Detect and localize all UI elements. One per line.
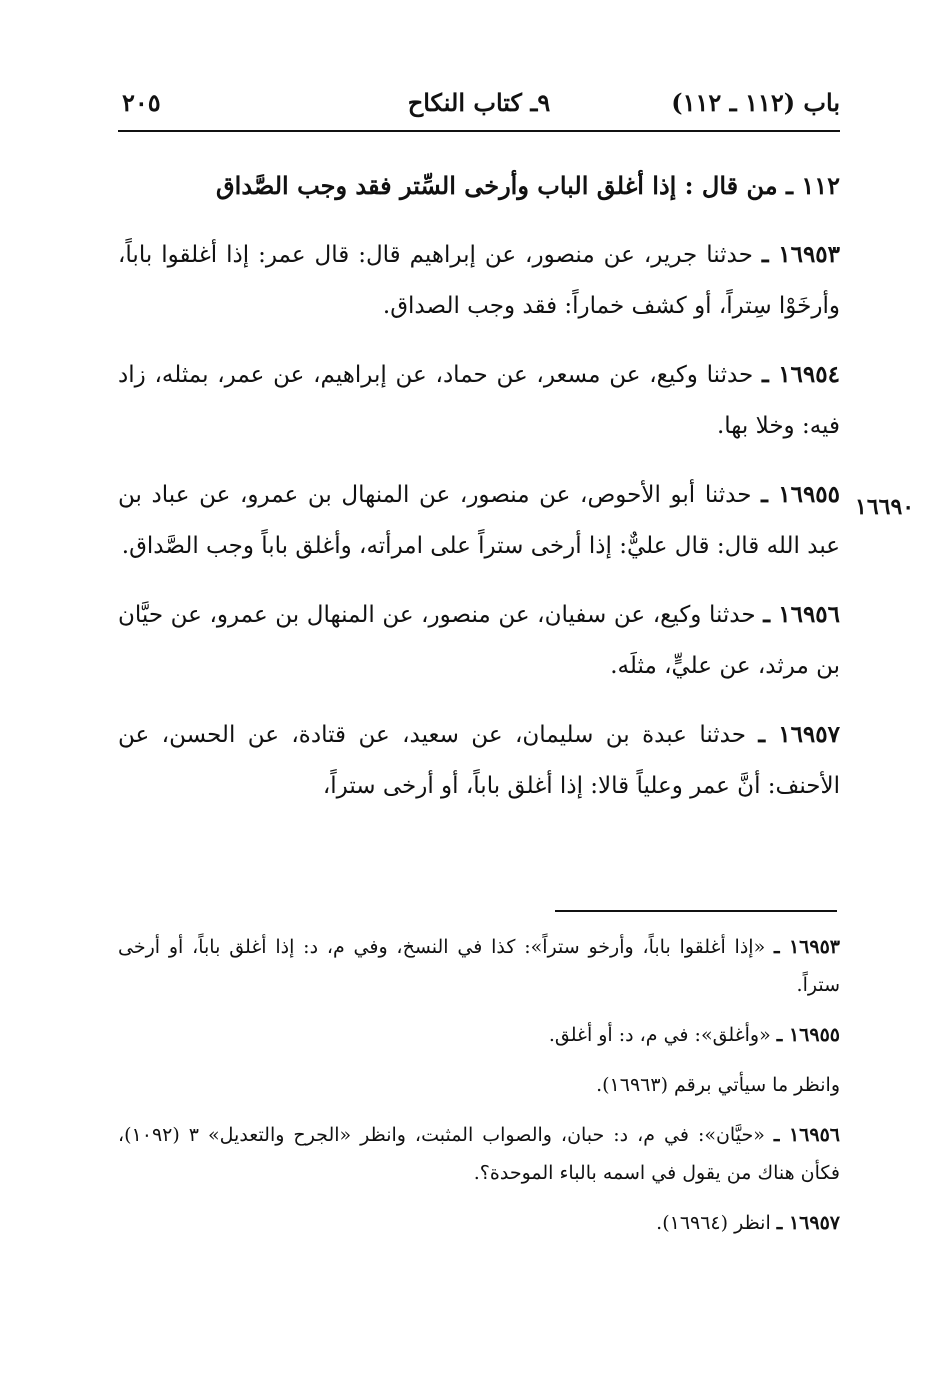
footnote-text: «حيَّان»: في م، د: حبان، والصواب المثبت، وانظر «الجرح والتعديل» ٣ (١٠٩٢)، فكأن هناك من يقول في اسمه بالباء الموحدة؟.	[118, 1124, 840, 1184]
hadith-number: ١٦٩٥٣ ـ	[761, 241, 841, 268]
footnote-number: ١٦٩٥٧ ـ	[776, 1212, 840, 1234]
footnote-text: وانظر ما سيأتي برقم (١٦٩٦٣).	[596, 1074, 840, 1096]
hadith-number: ١٦٩٥٥ ـ	[761, 481, 841, 508]
footnote-text: «إذا أغلقوا باباً، وأرخو ستراً»: كذا في النسخ، وفي م، د: إذا أغلق باباً، أو أرخى ستراً.	[118, 936, 840, 996]
footnote	[118, 1116, 840, 1192]
hadith-text: حدثنا عبدة بن سليمان، عن سعيد، عن قتادة، عن الحسن، عن الأحنف: أنَّ عمر وعلياً قالا: إذا أغلق باباً، أو أرخى ستراً،	[118, 722, 840, 799]
footnote	[118, 928, 840, 1004]
footnote-number: ١٦٩٥٥ ـ	[776, 1024, 840, 1046]
footnote-text: «وأغلق»: في م، د: أو أغلق.	[548, 1024, 771, 1046]
hadith-entry	[118, 709, 840, 812]
footnote-divider	[555, 910, 837, 912]
hadith-number: ١٦٩٥٤ ـ	[762, 361, 840, 388]
footnote-text: انظر (١٦٩٦٤).	[656, 1212, 771, 1234]
hadith-text: حدثنا أبو الأحوص، عن منصور، عن المنهال بن عمرو، عن عباد بن عبد الله قال: قال عليٌّ: إذا أرخى ستراً على امرأته، وأغلق باباً وجب الصَّداق.	[118, 482, 840, 559]
hadith-entry	[118, 589, 840, 692]
hadith-text: حدثنا جرير، عن منصور، عن إبراهيم قال: قال عمر: إذا أغلقوا باباً، وأرخَوْا سِتراً، أو كشف خماراً: فقد وجب الصداق.	[118, 242, 840, 319]
hadith-text: حدثنا وكيع، عن سفيان، عن منصور، عن المنهال بن عمرو، عن حيَّان بن مرثد، عن عليٍّ، مثلَه.	[118, 602, 840, 679]
footnotes-section	[118, 928, 840, 1254]
footnote	[118, 1204, 840, 1242]
footnote	[118, 1066, 840, 1104]
book-title: ٩ـ كتاب النكاح	[407, 88, 551, 117]
margin-reference-number: ١٦٦٩٠	[855, 494, 915, 520]
hadith-text: حدثنا وكيع، عن مسعر، عن حماد، عن إبراهيم، عن عمر، بمثله، زاد فيه: وخلا بها.	[118, 362, 840, 439]
hadith-number: ١٦٩٥٧ ـ	[758, 721, 840, 748]
chapter-heading: ١١٢ ـ من قال : إذا أغلق الباب وأرخى السِّتر فقد وجب الصَّداق	[216, 171, 840, 200]
footnote-number: ١٦٩٥٦ ـ	[773, 1124, 840, 1146]
main-text	[118, 160, 840, 829]
hadith-entry	[118, 349, 840, 452]
hadith-entry	[118, 229, 840, 332]
section-range: باب (١١٢ ـ ١١٢)	[671, 88, 840, 117]
header-divider	[118, 130, 840, 132]
hadith-entry	[118, 469, 840, 572]
running-header	[118, 82, 840, 126]
footnote	[118, 1016, 840, 1054]
hadith-number: ١٦٩٥٦ ـ	[763, 601, 841, 628]
page-number: ٢٠٥	[122, 88, 161, 117]
footnote-number: ١٦٩٥٣ ـ	[774, 936, 840, 958]
